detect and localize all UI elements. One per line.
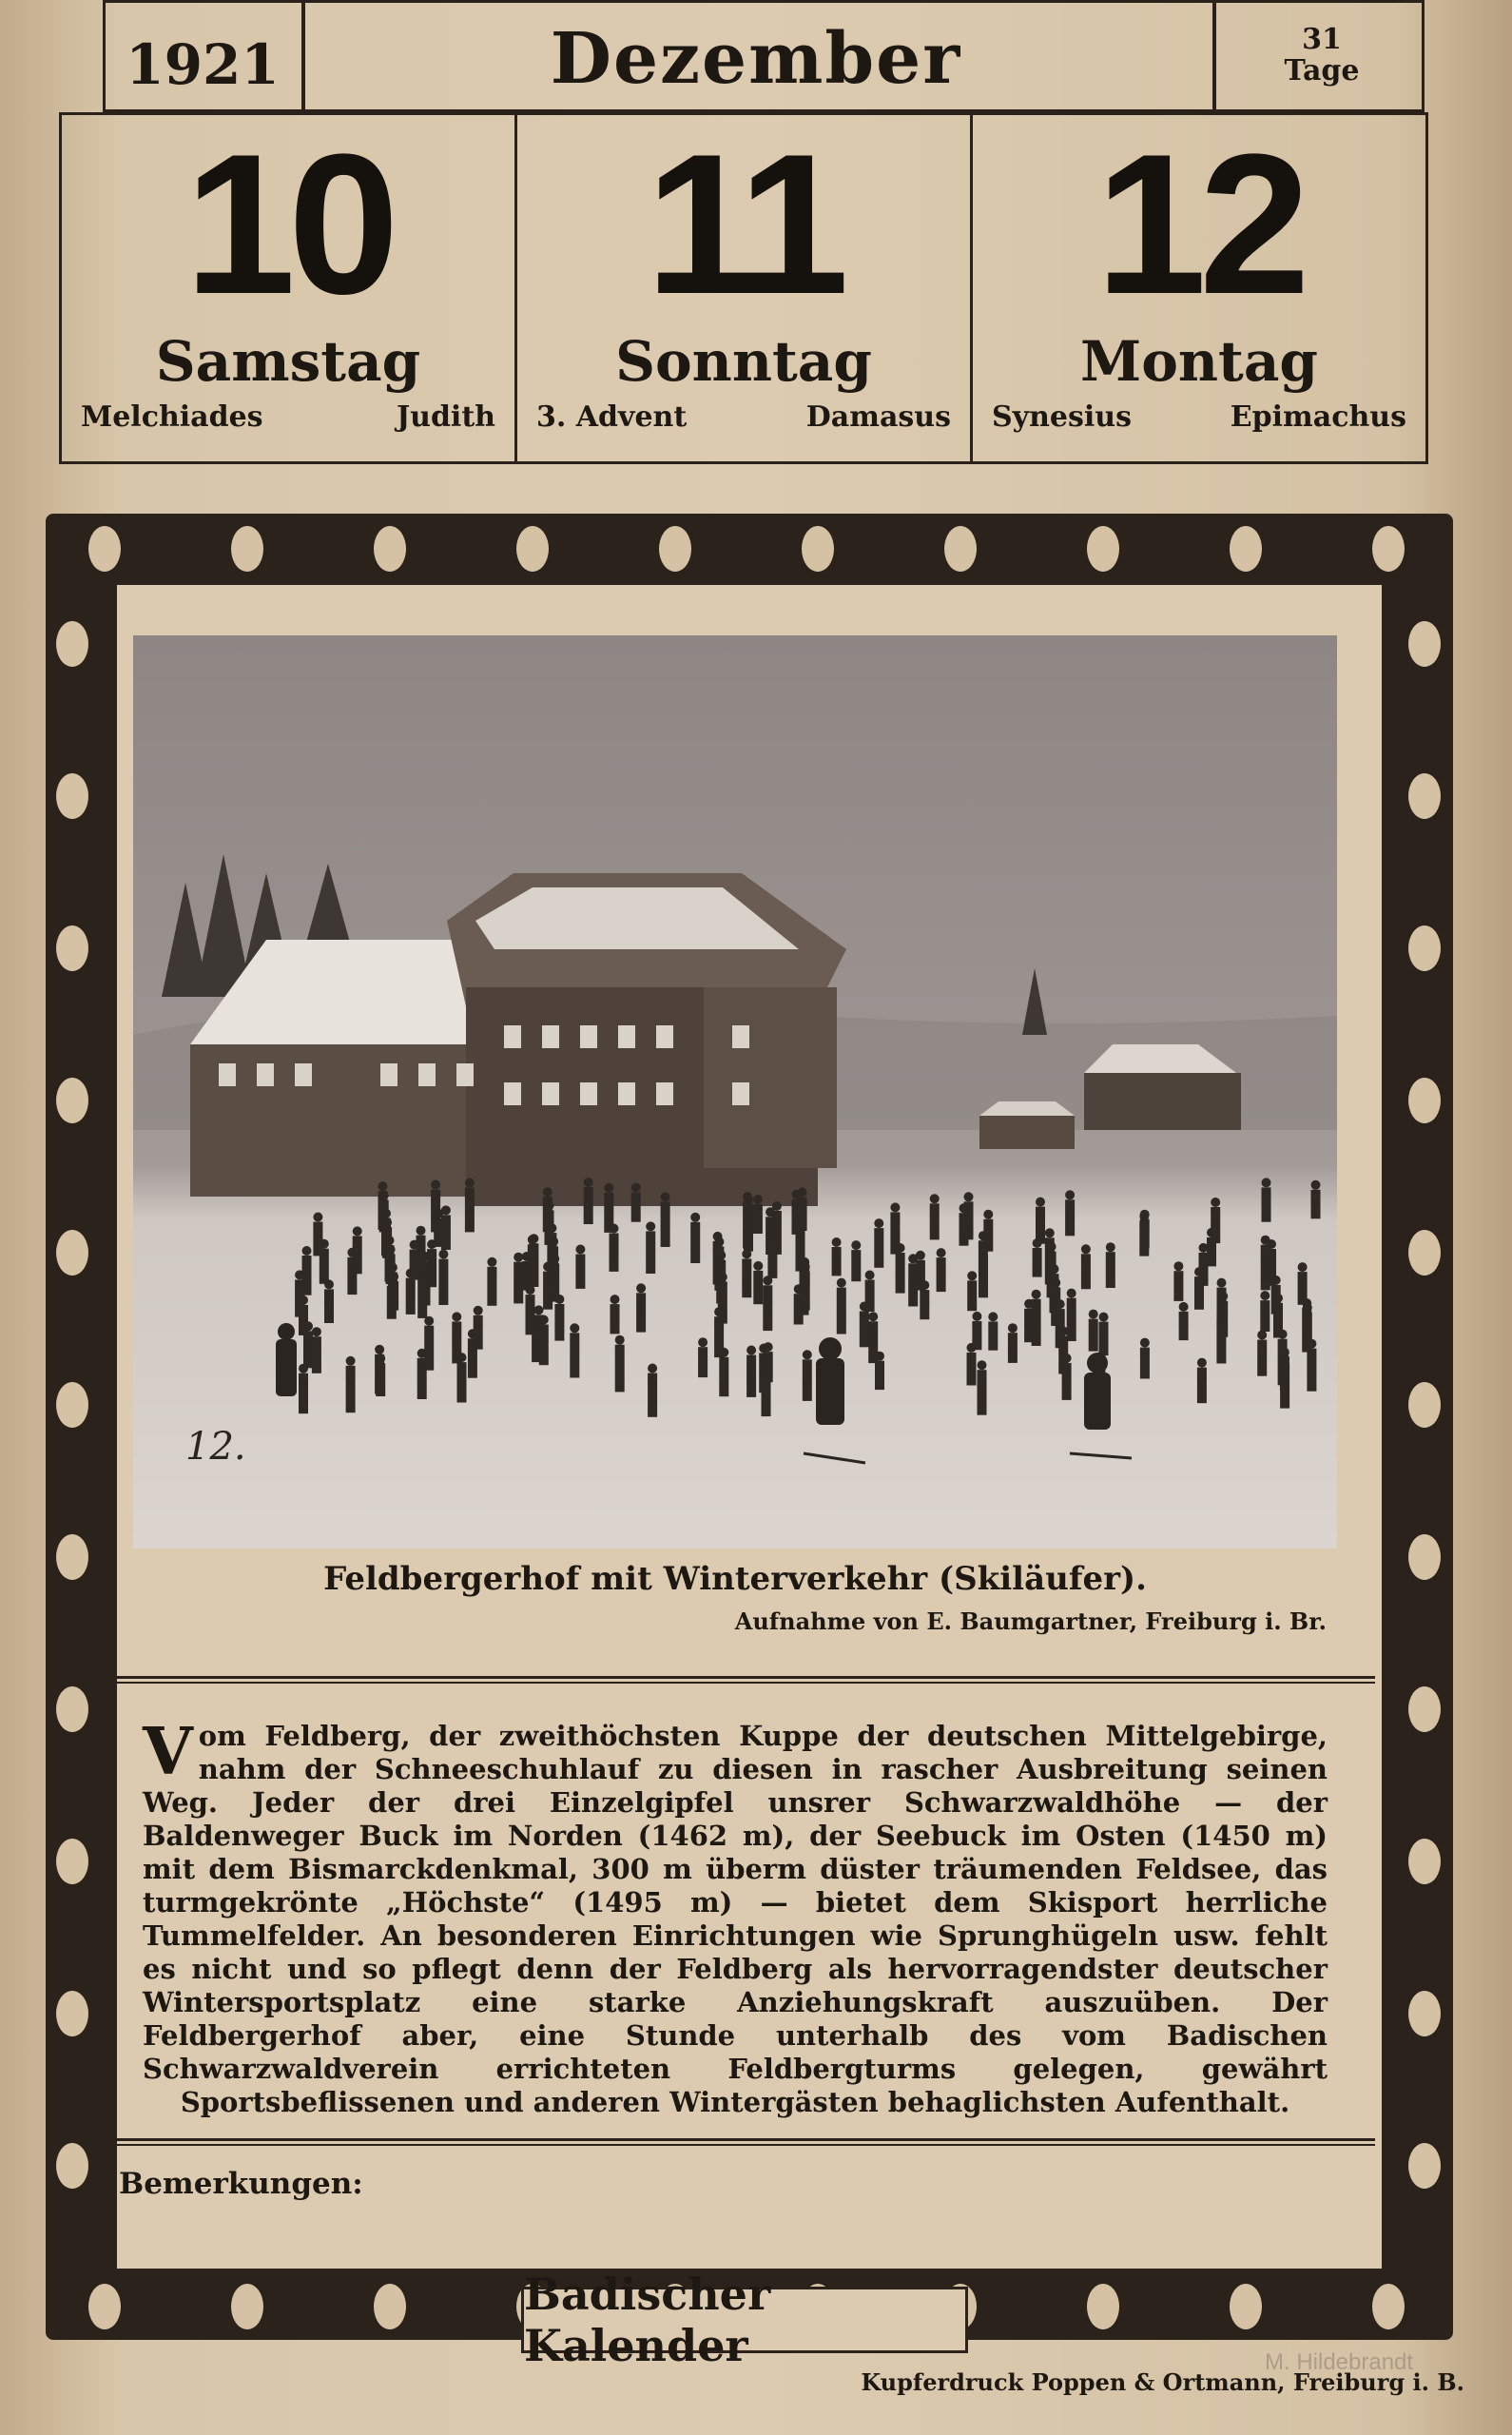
crowd-figure (406, 1278, 416, 1315)
crowd-figure-head (526, 1285, 535, 1295)
photo-number: 12. (185, 1425, 246, 1469)
drop-cap: V (143, 1714, 193, 1790)
crowd-figure-head (554, 1295, 564, 1304)
remarks-label: Bemerkungen: (119, 2167, 363, 2201)
crowd-figure (554, 1304, 564, 1341)
crowd-figure (1261, 1245, 1270, 1291)
pine-cone-ornament (1405, 1379, 1444, 1431)
crowd-figure-head (792, 1190, 802, 1199)
crowd-figure (514, 1262, 523, 1304)
crowd-figure-head (1273, 1294, 1283, 1303)
crowd-figure-head (299, 1295, 308, 1305)
crowd-figure-head (714, 1237, 724, 1247)
crowd-figure (1280, 1357, 1289, 1391)
crowd-figure (539, 1325, 549, 1366)
crowd-figure (431, 1190, 440, 1233)
crowd-figure (860, 1312, 869, 1348)
crowd-figure-head (545, 1200, 554, 1210)
crowd-figure (979, 1256, 988, 1298)
day-number: 11 (646, 112, 842, 336)
day-cell (62, 112, 517, 461)
pine-cone-ornament (1405, 770, 1444, 822)
saint-left: 3. Advent (536, 400, 688, 434)
crowd-figure-head (1065, 1190, 1075, 1199)
crowd-figure (1211, 1207, 1220, 1243)
pine-cone-ornament (53, 1227, 91, 1278)
crowd-figure-head (381, 1209, 391, 1218)
divider-top (105, 1676, 1375, 1684)
crowd-figure (767, 1235, 777, 1278)
crowd-figure (528, 1244, 537, 1280)
pine-cone-ornament (799, 523, 837, 575)
crowd-figure (615, 1345, 625, 1393)
crowd-figure (427, 1249, 436, 1287)
weekday: Samstag (155, 329, 421, 394)
pine-cone-ornament (1227, 523, 1265, 575)
crowd-figure (1140, 1348, 1150, 1379)
photo-credit: Aufnahme von E. Baumgartner, Freiburg i. Br. (734, 1607, 1327, 1635)
crowd-figure (698, 1347, 708, 1377)
crowd-figure-head (1218, 1292, 1228, 1301)
crowd-figure (303, 1331, 313, 1368)
crowd-figure (324, 1289, 334, 1323)
crowd-figure (1062, 1363, 1072, 1400)
pine-cone-ornament (1369, 523, 1407, 575)
crowd-figure-head (615, 1335, 625, 1345)
crowd-figure-head (385, 1236, 395, 1245)
crowd-figure-head (851, 1240, 861, 1250)
crowd-figure (438, 1259, 448, 1305)
crowd-figure (636, 1293, 646, 1332)
pine-cone-ornament (514, 523, 552, 575)
pine-cone-ornament (53, 923, 91, 974)
crowd-figure-head (1099, 1313, 1109, 1322)
crowd-figure (353, 1236, 362, 1274)
crowd-figure-head (1307, 1339, 1316, 1349)
crowd-figure-head (960, 1203, 969, 1213)
crowd-figure-head (1271, 1276, 1281, 1285)
crowd-figure-head (746, 1346, 756, 1355)
crowd-figure (764, 1352, 773, 1382)
pine-cone-ornament (53, 1988, 91, 2039)
crowd-figure (1099, 1322, 1109, 1356)
crowd-figure (1262, 1187, 1271, 1221)
crowd-figure (1257, 1340, 1267, 1376)
crowd-figure (424, 1326, 434, 1371)
pine-cone-ornament (1405, 1531, 1444, 1583)
pine-cone-ornament (1405, 1075, 1444, 1126)
crowd-figure (753, 1204, 763, 1234)
crowd-figure (474, 1315, 483, 1350)
crowd-figure-head (753, 1261, 763, 1271)
crowd-figure (526, 1295, 535, 1334)
crowd-figure-head (716, 1251, 726, 1260)
crowd-figure (1036, 1207, 1045, 1244)
crowd-figure (716, 1260, 726, 1304)
pine-cone-ornament (53, 618, 91, 670)
crowd-figure-head (424, 1316, 434, 1326)
crowd-figure (1139, 1221, 1149, 1256)
crowd-figure-head (549, 1237, 558, 1246)
crowd-figure-head (431, 1180, 440, 1190)
pine-cone-ornament (53, 1531, 91, 1583)
crowd-figure-head (1050, 1264, 1059, 1274)
crowd-figure-head (1179, 1302, 1189, 1312)
crowd-figure (801, 1272, 810, 1311)
crowd-figure-head (1008, 1323, 1018, 1333)
crowd-figure-head (1139, 1212, 1149, 1221)
crowd-figure (1065, 1199, 1075, 1236)
crowd-figure (875, 1361, 884, 1390)
crowd-figure (763, 1285, 772, 1331)
days-count (1222, 0, 1422, 109)
crowd-figure (1008, 1333, 1018, 1363)
crowd-figure-head (916, 1251, 925, 1260)
crowd-figure-head (353, 1226, 362, 1236)
crowd-figure (874, 1228, 883, 1268)
crowd-figure (1216, 1318, 1226, 1363)
crowd-figure-head (312, 1327, 321, 1336)
crowd-figure-head (832, 1237, 842, 1247)
crowd-figure-head (1280, 1348, 1289, 1357)
crowd-figure-head (299, 1364, 308, 1373)
crowd-figure-head (865, 1271, 875, 1280)
crowd-figure-head (1216, 1309, 1226, 1318)
crowd-figure-head (386, 1245, 396, 1255)
brand-label: Badischer Kalender (521, 2287, 968, 2353)
crowd-figure-head (1051, 1278, 1060, 1288)
crowd-figure-head (1106, 1242, 1115, 1252)
saint-left: Melchiades (81, 400, 263, 434)
crowd-figure (441, 1215, 451, 1250)
pine-cone-ornament (1405, 1227, 1444, 1278)
crowd-figure-head (1036, 1198, 1045, 1207)
crowd-figure-head (636, 1283, 646, 1293)
pine-cone-ornament (228, 2281, 266, 2332)
crowd-figure-head (547, 1223, 556, 1233)
saint-right: Damasus (805, 400, 951, 434)
crowd-figure-head (860, 1302, 869, 1312)
crowd-figure-head (457, 1353, 467, 1362)
crowd-figure-head (1173, 1261, 1183, 1271)
crowd-figure-head (661, 1192, 670, 1201)
crowd-figure-head (972, 1312, 981, 1321)
crowd-figure-head (1199, 1243, 1209, 1253)
pine-cone-ornament (53, 2140, 91, 2192)
crowd-figure-head (764, 1342, 773, 1352)
crowd-figure (742, 1258, 751, 1297)
crowd-figure (1067, 1298, 1076, 1341)
crowd-figure-head (378, 1181, 388, 1191)
saint-right: Judith (396, 400, 495, 434)
crowd-figure-head (610, 1224, 619, 1234)
crowd-figure-head (1047, 1242, 1056, 1252)
crowd-figure-head (575, 1245, 585, 1255)
crowd-figure-head (514, 1253, 523, 1262)
crowd-figure (1051, 1288, 1060, 1327)
crowd-figure (631, 1193, 641, 1222)
crowd-figure-head (930, 1194, 940, 1203)
crowd-figure (417, 1236, 426, 1274)
crowd-figure-head (978, 1360, 987, 1370)
crowd-figure (346, 1366, 356, 1412)
crowd-figure-head (983, 1210, 993, 1219)
pine-cone-ornament (86, 523, 124, 575)
crowd-figure-head (1033, 1238, 1042, 1248)
pine-cone-ornament (1405, 618, 1444, 670)
crowd-figure (1106, 1252, 1115, 1288)
crowd-figure-head (742, 1249, 751, 1258)
pine-cone-ornament (53, 770, 91, 822)
crowd-figure (832, 1247, 842, 1276)
crowd-figure (299, 1373, 308, 1414)
saint-left: Synesius (992, 400, 1132, 434)
pine-cone-ornament (1405, 923, 1444, 974)
crowd-figure (967, 1280, 977, 1311)
crowd-figure-head (967, 1271, 977, 1280)
crowd-figure (1307, 1349, 1316, 1392)
crowd-figure (1311, 1190, 1321, 1219)
weekday: Sonntag (615, 329, 872, 394)
body-paragraph (143, 1714, 1328, 2119)
crowd-figure-head (1211, 1198, 1220, 1207)
crowd-figure-head (1062, 1354, 1072, 1363)
crowd-figure-head (1260, 1291, 1270, 1300)
crowd-figure (648, 1373, 657, 1417)
crowd-figure-head (427, 1239, 436, 1249)
pine-cone-ornament (1227, 2281, 1265, 2332)
crowd-figure-head (698, 1337, 708, 1347)
crowd-figure-head (295, 1270, 304, 1279)
crowd-figure (837, 1288, 846, 1334)
crowd-figure (690, 1222, 700, 1263)
crowd-figure (753, 1271, 763, 1304)
crowd-figure (896, 1253, 905, 1294)
crowd-figure-head (1261, 1236, 1270, 1245)
crowd-figure-head (1067, 1289, 1076, 1298)
crowd-figure-head (611, 1295, 620, 1304)
crowd-figure (920, 1290, 929, 1319)
crowd-figure (978, 1370, 987, 1415)
crowd-figure (570, 1333, 579, 1377)
crowd-figure (465, 1188, 475, 1233)
crowd-figure-head (743, 1192, 752, 1201)
crowd-figure-head (382, 1218, 392, 1227)
pine-cone-ornament (228, 523, 266, 575)
crowd-figure-head (646, 1221, 655, 1231)
crowd-figure (719, 1357, 728, 1396)
crowd-figure-head (874, 1218, 883, 1228)
crowd-figure (610, 1234, 619, 1272)
crowd-figure-head (631, 1183, 641, 1193)
crowd-figure-head (1262, 1178, 1271, 1187)
crowd-figure-head (487, 1257, 496, 1267)
crowd-figure (487, 1267, 496, 1306)
crowd-figure (868, 1321, 878, 1363)
crowd-figure (299, 1305, 308, 1335)
crowd-figure-head (375, 1345, 384, 1354)
printer-credit: Kupferdruck Poppen & Ortmann, Freiburg i. B. (861, 2368, 1464, 2396)
month-title: Dezember (550, 18, 962, 100)
crowd-figure-head (988, 1312, 998, 1321)
crowd-figure-head (690, 1213, 700, 1222)
crowd-figure-head (376, 1354, 385, 1363)
crowd-figure-head (753, 1195, 763, 1204)
pine-cone-ornament (1369, 2281, 1407, 2332)
crowd-figure-head (389, 1272, 398, 1281)
crowd-figure (988, 1321, 998, 1350)
pine-cone-ornament (1405, 2140, 1444, 2192)
pine-cone-ornament (53, 1379, 91, 1431)
crowd-figure-head (1058, 1327, 1068, 1336)
crowd-figure-head (379, 1191, 389, 1200)
crowd-figure-head (543, 1187, 552, 1197)
crowd-figure (1081, 1254, 1091, 1289)
photo-illustration (133, 635, 1337, 1549)
crowd-figure (661, 1201, 670, 1247)
pine-cone-ornament (1405, 1836, 1444, 1887)
crowd-figure-head (1278, 1330, 1288, 1339)
crowd-figure (746, 1355, 756, 1397)
day-cell (517, 112, 973, 461)
crowd-figure (1089, 1319, 1098, 1352)
crowd-figure-head (1303, 1303, 1312, 1313)
crowd-figure (743, 1201, 752, 1249)
crowd-figure (1173, 1271, 1183, 1301)
crowd-figure (972, 1321, 981, 1350)
crowd-figure-head (896, 1243, 905, 1253)
crowd-figure-head (767, 1225, 777, 1235)
crowd-figure-head (324, 1279, 334, 1289)
crowd-figure-head (539, 1315, 549, 1325)
pine-cone-ornament (371, 2281, 409, 2332)
day-row (59, 112, 1428, 464)
crowd-figure (930, 1203, 940, 1239)
crowd-figure (1179, 1312, 1189, 1340)
pine-cone-ornament (656, 523, 694, 575)
crowd-figure-head (465, 1179, 475, 1188)
day-number: 10 (184, 112, 392, 336)
crowd-figure (575, 1255, 585, 1289)
pine-cone-ornament (86, 2281, 124, 2332)
pine-cone-ornament (1084, 2281, 1122, 2332)
crowd-figure-head (796, 1221, 805, 1231)
crowd-figure (389, 1281, 398, 1311)
crowd-figure (549, 1246, 558, 1293)
crowd-figure-head (604, 1183, 613, 1193)
crowd-figure (967, 1353, 977, 1386)
crowd-figure (1197, 1368, 1207, 1404)
crowd-figure-head (1089, 1310, 1098, 1319)
crowd-figure-head (648, 1364, 657, 1373)
crowd-figure-head (837, 1278, 846, 1288)
crowd-figure-head (1298, 1262, 1308, 1272)
crowd-figure (851, 1250, 861, 1281)
pine-cone-ornament (53, 1684, 91, 1735)
crowd-figure-head (920, 1280, 929, 1290)
crowd-figure-head (801, 1262, 810, 1272)
saint-right: Epimachus (1230, 400, 1406, 434)
crowd-figure (312, 1336, 321, 1373)
crowd-figure (457, 1362, 467, 1402)
pine-cone-ornament (941, 523, 979, 575)
crowd-figure-head (313, 1213, 322, 1222)
crowd-figure-head (1140, 1338, 1150, 1348)
crowd-figure-head (388, 1263, 397, 1273)
crowd-figure-head (452, 1312, 461, 1321)
watermark: M. Hildebrandt (1265, 2349, 1414, 2375)
divider-bottom (105, 2138, 1375, 2146)
crowd-figure (937, 1257, 946, 1292)
body-text: om Feldberg, der zweithöchsten Kuppe der deutschen Mittelgebirge, nahm der Schneeschuhlauf zu diesen in rascher Ausbreitung seinen Weg. Jeder der drei Einzelgipfel unsrer Schwarzwaldhöhe — der Baldenweger Buck im Norden (1462 m), der Seebuck im Osten (1450 m) mit dem Bismarckdenkmal, 300 m überm düster träumenden Feldsee, das turmgekrönte „Höchste“ (1495 m) — bietet dem Skisport herrliche Tummelfelder. An besonderen Einrichtungen wie Sprunghügeln usw. fehlt es nicht und so pflegt denn der Feldberg als hervorragendster deutscher Wintersportsplatz eine starke Anziehungskraft auszuüben. Der Feldbergerhof aber, eine Stunde unterhalb des vom Badischen Schwarzwaldverein errichteten Feldbergturms gelegen, gewährt Sportsbeflissenen und anderen Wintergästen behaglichsten Aufenthalt. (143, 1720, 1328, 2118)
crowd-figure (1032, 1299, 1041, 1346)
crowd-figure-head (534, 1305, 544, 1315)
crowd-figure (1260, 1300, 1270, 1332)
pine-cone-ornament (53, 1075, 91, 1126)
crowd-figure (960, 1213, 969, 1246)
pine-cone-ornament (53, 1836, 91, 1887)
crowd-figure (803, 1359, 812, 1401)
crowd-figure-head (1045, 1228, 1055, 1237)
photo-feldbergerhof (133, 635, 1337, 1549)
day-number: 12 (1095, 112, 1303, 336)
crowd-figure-head (528, 1235, 537, 1244)
crowd-figure-head (1217, 1278, 1227, 1288)
crowd-figure-head (1081, 1244, 1091, 1254)
crowd-figure-head (1197, 1358, 1207, 1368)
year: 1921 (126, 32, 280, 97)
crowd-figure (611, 1304, 620, 1334)
crowd-figure-head (570, 1323, 579, 1333)
crowd-figure (1199, 1253, 1209, 1286)
crowd-figure-head (890, 1202, 900, 1212)
crowd-figure-head (302, 1246, 312, 1256)
pine-cone-ornament (1405, 1684, 1444, 1735)
crowd-figure-head (584, 1178, 593, 1187)
crowd-figure-head (719, 1348, 728, 1357)
crowd-figure-head (438, 1250, 448, 1259)
photo-caption: Feldbergerhof mit Winterverkehr (Skiläufer). (323, 1560, 1147, 1598)
crowd-figure (584, 1187, 593, 1224)
crowd-figure-head (766, 1207, 775, 1217)
pine-cone-ornament (1405, 1988, 1444, 2039)
crowd-figure (313, 1222, 322, 1256)
crowd-figure (376, 1363, 385, 1396)
crowd-figure-head (417, 1226, 426, 1236)
weekday: Montag (1080, 329, 1318, 394)
crowd-figure (1033, 1248, 1042, 1277)
pine-cone-ornament (371, 523, 409, 575)
crowd-figure-head (474, 1306, 483, 1315)
crowd-figure-head (346, 1356, 356, 1366)
crowd-figure-head (964, 1192, 974, 1201)
crowd-figure-head (1032, 1290, 1041, 1299)
crowd-figure-head (803, 1350, 812, 1359)
pine-cone-ornament (1084, 523, 1122, 575)
crowd-figure (646, 1231, 655, 1274)
crowd-figure-head (1311, 1180, 1321, 1190)
day-cell (973, 112, 1425, 461)
crowd-figure-head (937, 1248, 946, 1257)
crowd-figure-head (868, 1312, 878, 1321)
crowd-figure-head (441, 1205, 451, 1215)
days-count-label: Tage (1284, 53, 1360, 88)
days-count-number: 31 (1302, 22, 1342, 56)
crowd-figure-head (979, 1246, 988, 1256)
